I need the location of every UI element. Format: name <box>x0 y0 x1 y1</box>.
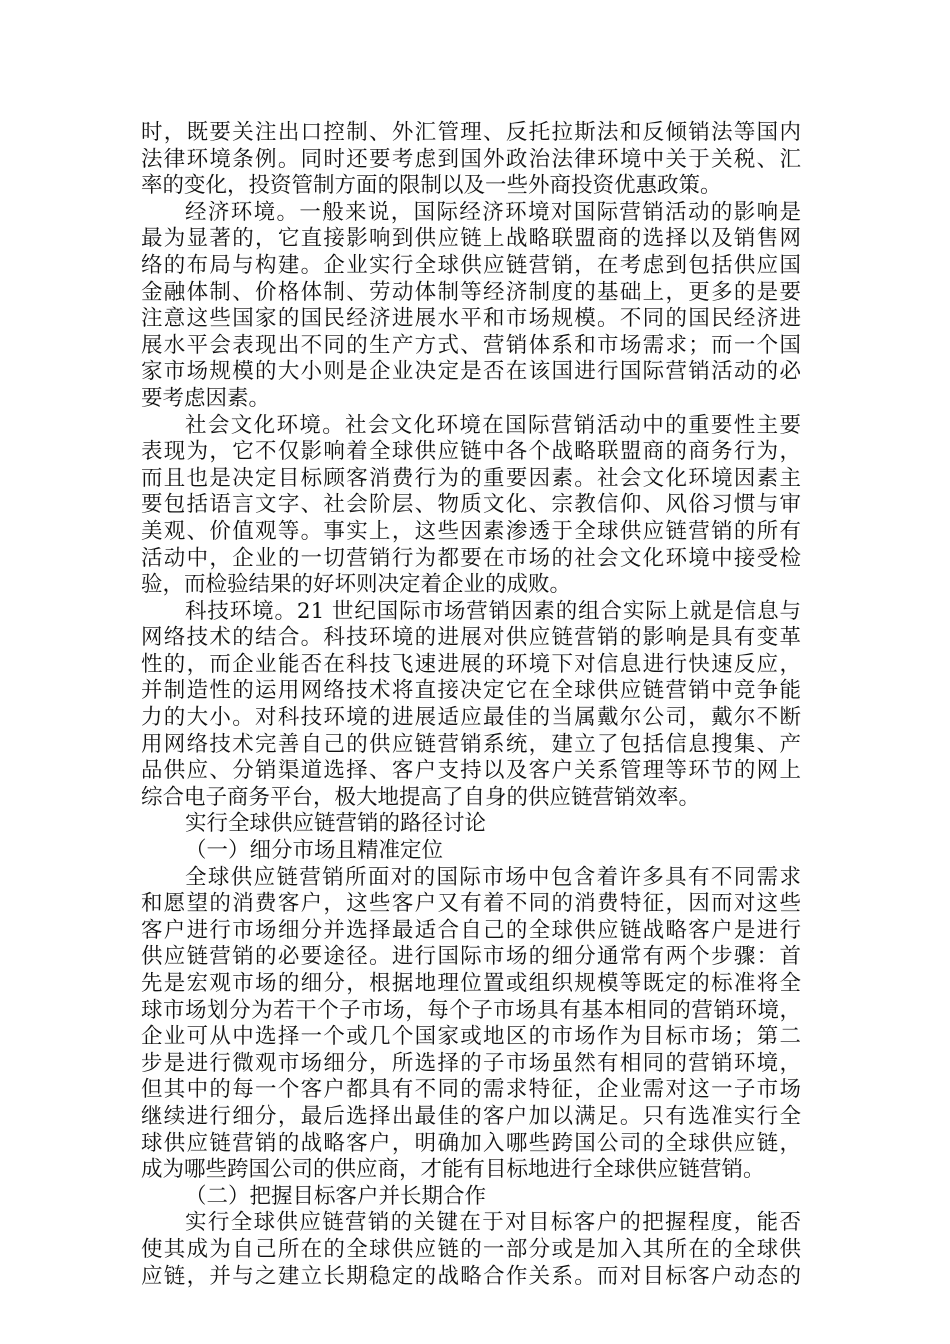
text-line: 最为显著的，它直接影响到供应链上战略联盟商的选择以及销售网 <box>141 226 801 252</box>
text-line: 金融体制、价格体制、劳动体制等经济制度的基础上，更多的是要 <box>141 279 801 305</box>
text-line: （二）把握目标客户并长期合作 <box>185 1183 487 1209</box>
text-line: 验，而检验结果的好坏则决定着企业的成败。 <box>141 572 572 598</box>
text-line: 全球供应链营销所面对的国际市场中包含着许多具有不同需求 <box>185 864 801 890</box>
text-line: 要包括语言文字、社会阶层、物质文化、宗教信仰、风俗习惯与审 <box>141 492 801 518</box>
text-line: 综合电子商务平台，极大地提高了自身的供应链营销效率。 <box>141 784 701 810</box>
text-line: 美观、价值观等。事实上，这些因素渗透于全球供应链营销的所有 <box>141 518 801 544</box>
text-line: 科技环境。21 世纪国际市场营销因素的组合实际上就是信息与 <box>185 598 801 624</box>
text-line: 力的大小。对科技环境的进展适应最佳的当属戴尔公司，戴尔不断 <box>141 705 801 731</box>
text-line: 法律环境条例。同时还要考虑到国外政治法律环境中关于关税、汇 <box>141 146 801 172</box>
text-line: 并制造性的运用网络技术将直接决定它在全球供应链营销中竞争能 <box>141 678 801 704</box>
text-line: 络的布局与构建。企业实行全球供应链营销，在考虑到包括供应国 <box>141 252 801 278</box>
text-line: 网络技术的结合。科技环境的进展对供应链营销的影响是具有变革 <box>141 625 801 651</box>
text-line: 和愿望的消费客户，这些客户又有着不同的消费特征，因而对这些 <box>141 891 801 917</box>
text-line: 用网络技术完善自己的供应链营销系统，建立了包括信息搜集、产 <box>141 731 801 757</box>
text-line: 球供应链营销的战略客户，明确加入哪些跨国公司的全球供应链， <box>141 1130 801 1156</box>
document-body <box>141 120 801 1290</box>
text-line: 应链，并与之建立长期稳定的战略合作关系。而对目标客户动态的 <box>141 1263 801 1289</box>
text-line: （一）细分市场且精准定位 <box>185 838 444 864</box>
text-line: 家市场规模的大小则是企业决定是否在该国进行国际营销活动的必 <box>141 359 801 385</box>
text-line: 实行全球供应链营销的关键在于对目标客户的把握程度，能否 <box>185 1210 801 1236</box>
text-line: 社会文化环境。社会文化环境在国际营销活动中的重要性主要 <box>185 412 801 438</box>
text-line: 品供应、分销渠道选择、客户支持以及客户关系管理等环节的网上 <box>141 758 801 784</box>
text-line: 但其中的每一个客户都具有不同的需求特征，企业需对这一子市场 <box>141 1077 801 1103</box>
text-line: 而且也是决定目标顾客消费行为的重要因素。社会文化环境因素主 <box>141 465 801 491</box>
text-line: 展水平会表现出不同的生产方式、营销体系和市场需求；而一个国 <box>141 332 801 358</box>
text-line: 实行全球供应链营销的路径讨论 <box>185 811 487 837</box>
text-line: 经济环境。一般来说，国际经济环境对国际营销活动的影响是 <box>185 199 801 225</box>
text-line: 使其成为自己所在的全球供应链的一部分或是加入其所在的全球供 <box>141 1236 801 1262</box>
text-line: 表现为，它不仅影响着全球供应链中各个战略联盟商的商务行为， <box>141 439 801 465</box>
text-line: 成为哪些跨国公司的供应商，才能有目标地进行全球供应链营销。 <box>141 1157 765 1183</box>
text-line: 继续进行细分，最后选择出最佳的客户加以满足。只有选准实行全 <box>141 1103 801 1129</box>
text-line: 性的，而企业能否在科技飞速进展的环境下对信息进行快速反应， <box>141 651 801 677</box>
text-line: 率的变化，投资管制方面的限制以及一些外商投资优惠政策。 <box>141 173 722 199</box>
text-line: 球市场划分为若干个子市场，每个子市场具有基本相同的营销环境， <box>141 997 801 1023</box>
text-line: 先是宏观市场的细分，根据地理位置或组织规模等既定的标准将全 <box>141 971 801 996</box>
text-line: 企业可从中选择一个或几个国家或地区的市场作为目标市场；第二 <box>141 1024 801 1050</box>
text-line: 供应链营销的必要途径。进行国际市场的细分通常有两个步骤：首 <box>141 944 801 970</box>
text-line: 客户进行市场细分并选择最适合自己的全球供应链战略客户是进行 <box>141 917 801 943</box>
text-line: 步是进行微观市场细分，所选择的子市场虽然有相同的营销环境， <box>141 1050 801 1076</box>
text-line: 活动中，企业的一切营销行为都要在市场的社会文化环境中接受检 <box>141 545 801 571</box>
text-line: 要考虑因素。 <box>141 385 271 411</box>
text-line: 时，既要关注出口控制、外汇管理、反托拉斯法和反倾销法等国内 <box>141 120 801 145</box>
text-line: 注意这些国家的国民经济进展水平和市场规模。不同的国民经济进 <box>141 306 801 332</box>
